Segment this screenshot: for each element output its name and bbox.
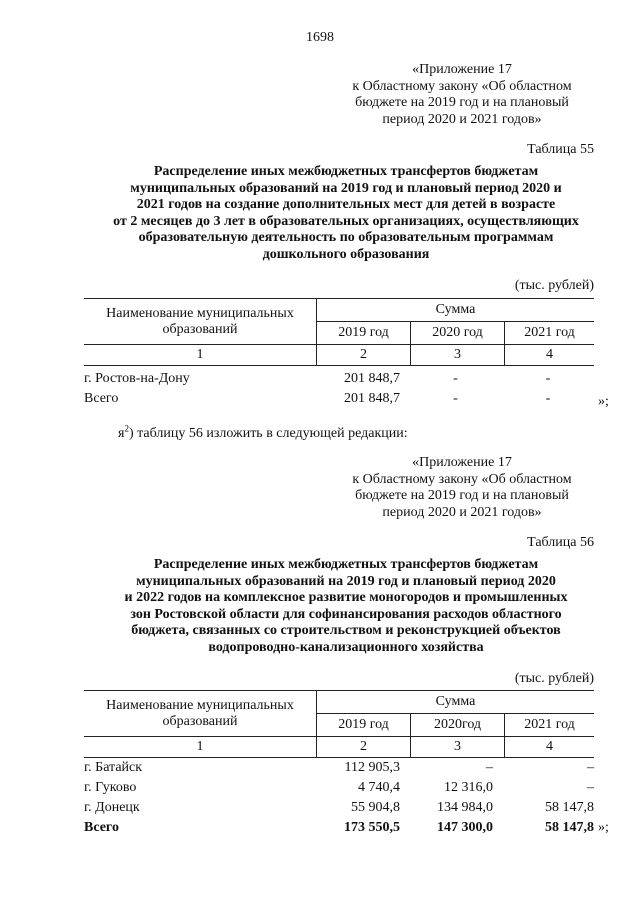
title-line: водопроводно-канализационного хозяйства: [208, 639, 484, 655]
units-label-56: (тыс. рублей): [514, 671, 594, 686]
table-row: [84, 389, 594, 409]
page-number: 1698: [306, 30, 334, 45]
title-line: бюджета, связанных со строительством и реконструкцией объектов: [131, 623, 561, 638]
table-title-56: [82, 557, 610, 656]
table-row-total: [84, 818, 594, 838]
table-label-55: Таблица 55: [527, 142, 594, 157]
appendix-line: «Приложение 17: [412, 62, 512, 77]
row-value-2020: 147 300,0: [437, 820, 493, 835]
table-row: [84, 369, 594, 389]
row-value-2020: –: [486, 760, 493, 775]
header-year-cell: 2021 год: [505, 322, 595, 345]
header-number-cell: 1: [84, 737, 317, 758]
row-value-2021: 58 147,8: [545, 820, 594, 835]
row-value-2019: 55 904,8: [351, 800, 400, 815]
row-value-2019: 173 550,5: [344, 820, 400, 835]
appendix-line: к Областному закону «Об областном: [352, 78, 572, 94]
paragraph-text: ) таблицу 56 изложить в следующей редакции:: [128, 426, 408, 441]
appendix-heading-55: [330, 62, 594, 128]
appendix-line: «Приложение 17: [412, 455, 512, 470]
header-year-cell: 2019 год: [317, 322, 411, 345]
table-body-56: [84, 758, 594, 838]
row-value-2020: -: [453, 371, 458, 386]
title-line: дошкольного образования: [262, 246, 430, 262]
title-line: муниципальных образований на 2019 год и плановый период 2020 и: [130, 180, 562, 196]
header-sum-cell: Сумма: [317, 691, 595, 714]
row-value-2019: 201 848,7: [344, 371, 400, 386]
row-value-2021: 58 147,8: [545, 800, 594, 815]
amendment-paragraph: [118, 423, 408, 442]
row-value-2021: -: [545, 391, 551, 406]
title-line: от 2 месяцев до 3 лет в образовательных организациях, осуществляющих: [113, 213, 579, 229]
appendix-line: период 2020 и 2021 годов»: [382, 504, 542, 520]
row-name: Всего: [84, 391, 119, 406]
row-value-2020: 134 984,0: [437, 800, 493, 815]
table-row: [84, 798, 594, 818]
row-value-2020: 12 316,0: [444, 780, 493, 795]
row-name: г. Донецк: [84, 800, 140, 815]
row-value-2021: –: [587, 760, 594, 775]
table-title-55: [82, 164, 610, 263]
row-value-2019: 112 905,3: [344, 760, 400, 775]
header-name-cell: Наименование муниципальных образований: [84, 691, 317, 737]
title-line: Распределение иных межбюджетных трансфертов бюджетам: [153, 557, 539, 572]
appendix-line: бюджете на 2019 год и на плановый: [355, 488, 569, 503]
closing-quote: »;: [598, 394, 609, 409]
header-number-cell: 3: [411, 737, 505, 758]
header-number-cell: 4: [505, 737, 595, 758]
header-number-cell: 2: [317, 345, 411, 366]
appendix-line: к Областному закону «Об областном: [352, 471, 572, 487]
appendix-line: бюджете на 2019 год и на плановый: [355, 95, 569, 110]
header-number-cell: 2: [317, 737, 411, 758]
header-number-cell: 1: [84, 345, 317, 366]
row-value-2021: –: [587, 780, 594, 795]
row-name: Всего: [84, 820, 119, 835]
header-year-cell: 2019 год: [317, 714, 411, 737]
row-value-2019: 201 848,7: [344, 391, 400, 406]
title-line: 2021 годов на создание дополнительных мест для детей в возрасте: [136, 197, 556, 212]
row-name: г. Гуково: [84, 780, 137, 795]
table-header-56: [84, 690, 594, 758]
header-year-cell: 2021 год: [505, 714, 595, 737]
table-row: [84, 758, 594, 778]
row-name: г. Батайск: [84, 760, 143, 775]
title-line: муниципальных образований на 2019 год и плановый период 2020: [136, 573, 556, 589]
header-sum-cell: Сумма: [317, 299, 595, 322]
title-line: Распределение иных межбюджетных трансфертов бюджетам: [153, 164, 539, 179]
title-line: зон Ростовской области для софинансирования расходов областного: [130, 606, 562, 622]
row-value-2021: -: [545, 371, 551, 386]
title-line: образовательную деятельность по образовательным программам: [138, 230, 554, 245]
closing-quote: »;: [598, 820, 609, 835]
table-row: [84, 778, 594, 798]
appendix-heading-56: [330, 455, 594, 521]
units-label-55: (тыс. рублей): [514, 278, 594, 293]
title-line: и 2022 годов на комплексное развитие моногородов и промышленных: [124, 590, 568, 605]
table-header-55: [84, 298, 594, 366]
appendix-line: период 2020 и 2021 годов»: [382, 111, 542, 127]
row-value-2019: 4 740,4: [358, 780, 400, 795]
row-name: г. Ростов-на-Дону: [84, 371, 190, 386]
row-value-2020: -: [453, 391, 458, 406]
header-year-cell: 2020 год: [411, 322, 505, 345]
table-body-55: [84, 369, 594, 409]
header-year-cell: 2020год: [411, 714, 505, 737]
header-name-cell: Наименование муниципальных образований: [84, 299, 317, 345]
header-number-cell: 3: [411, 345, 505, 366]
paragraph-sup: 2: [124, 423, 129, 434]
paragraph-letter: я: [118, 426, 125, 441]
header-number-cell: 4: [505, 345, 595, 366]
table-label-56: Таблица 56: [527, 535, 594, 550]
